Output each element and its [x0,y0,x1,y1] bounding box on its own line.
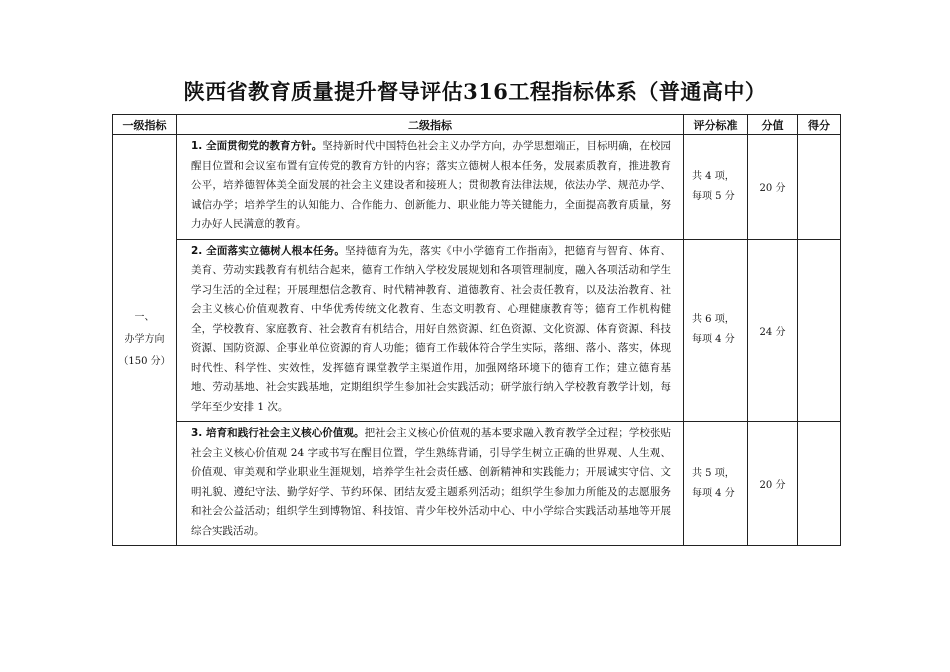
header-score: 分值 [748,115,798,135]
level1-label: 办学方向 [124,334,165,345]
item-heading: 2. 全面落实立德树人根本任务。 [191,244,346,257]
item-heading: 1. 全面贯彻党的教育方针。 [191,140,323,152]
level2-item [177,239,684,422]
criteria-cell: 共 6 项， 每项 4 分 [684,239,748,422]
item-body: 坚持新时代中国特色社会主义办学方向，办学思想端正，目标明确，在校园醒目位置和会议室布置有宣传党的教育方针的内容；落实立德树人根本任务，发展素质教育，推进教育公平，培养德智体美全面发展的社会主义建设者和接班人；贯彻教育法律法规，依法办学、规范办学、诚信办学；培养学生的认知能力、合作能力、创新能力、职业能力等关键能力，全面提高教育质量，努力办好人民满意的教育。 [191,140,672,230]
item-heading: 3. 培育和践行社会主义核心价值观。 [191,427,365,439]
table-row [113,135,841,240]
table-row [113,422,841,546]
indicator-table [112,114,841,546]
criteria-cell: 共 5 项， 每项 4 分 [684,422,748,546]
header-criteria: 评分标准 [684,115,748,135]
criteria-cell: 共 4 项， 每项 5 分 [684,135,748,240]
header-level2: 二级指标 [177,115,684,135]
table-header-row [113,115,841,135]
page-title: 陕西省教育质量提升督导评估316工程指标体系（普通高中） [183,79,767,104]
header-level1: 一级指标 [113,115,177,135]
score-cell: 20 分 [748,422,798,546]
score-cell: 20 分 [748,135,798,240]
level1-number: 一、 [134,312,155,323]
level2-item [177,135,684,240]
table-row [113,239,841,422]
item-body: 坚持德育为先，落实《中小学德育工作指南》，把德育与智育、体育、美育、劳动实践教育有机结合起来，德育工作纳入学校发展规划和各项管理制度，融入各项活动和学生学习生活的全过程；开展理想信念教育、时代精神教育、道德教育、社会责任教育，以及法治教育、社会主义核心价值观教育、中华优秀传统文化教育、生态文明教育、心理健康教育等；德育工作机构健全，学校教育、家庭教育、社会教育有机结合，用好自然资源、红色资源、文化资源、体育资源、科技资源、国防资源、企事业单位资源的育人功能；德育工作载体符合学生实际，落细、落小、落实，体现时代性、科学性、实效性，发挥德育课堂教学主渠道作用，加强网络环境下的德育工作；建立德育基地、劳动基地、社会实践基地，定期组织学生参加社会实践活动；研学旅行纳入学校教育教学计划，每学年至少安排 1 次。 [191,244,672,413]
obtained-cell[interactable] [798,422,841,546]
header-obtained: 得分 [798,115,841,135]
obtained-cell[interactable] [798,239,841,422]
level2-item [177,422,684,546]
obtained-cell[interactable] [798,135,841,240]
level1-cell-school-direction [113,135,177,546]
item-body: 把社会主义核心价值观的基本要求融入教育教学全过程；学校张贴社会主义核心价值观 24 字或书写在醒目位置，学生熟练背诵，引导学生树立正确的世界观、人生观、价值观、审美观和学业职业生涯规划，培养学生社会责任感、创新精神和实践能力；开展诚实守信、文明礼貌、遵纪守法、勤学好学、节约环保、团结友爱主题系列活动；组织学生参加力所能及的志愿服务和社会公益活动；组织学生到博物馆、科技馆、青少年校外活动中心、中小学综合实践活动基地等开展综合实践活动。 [191,427,672,537]
level1-points: （150 分） [118,356,171,367]
score-cell: 24 分 [748,239,798,422]
